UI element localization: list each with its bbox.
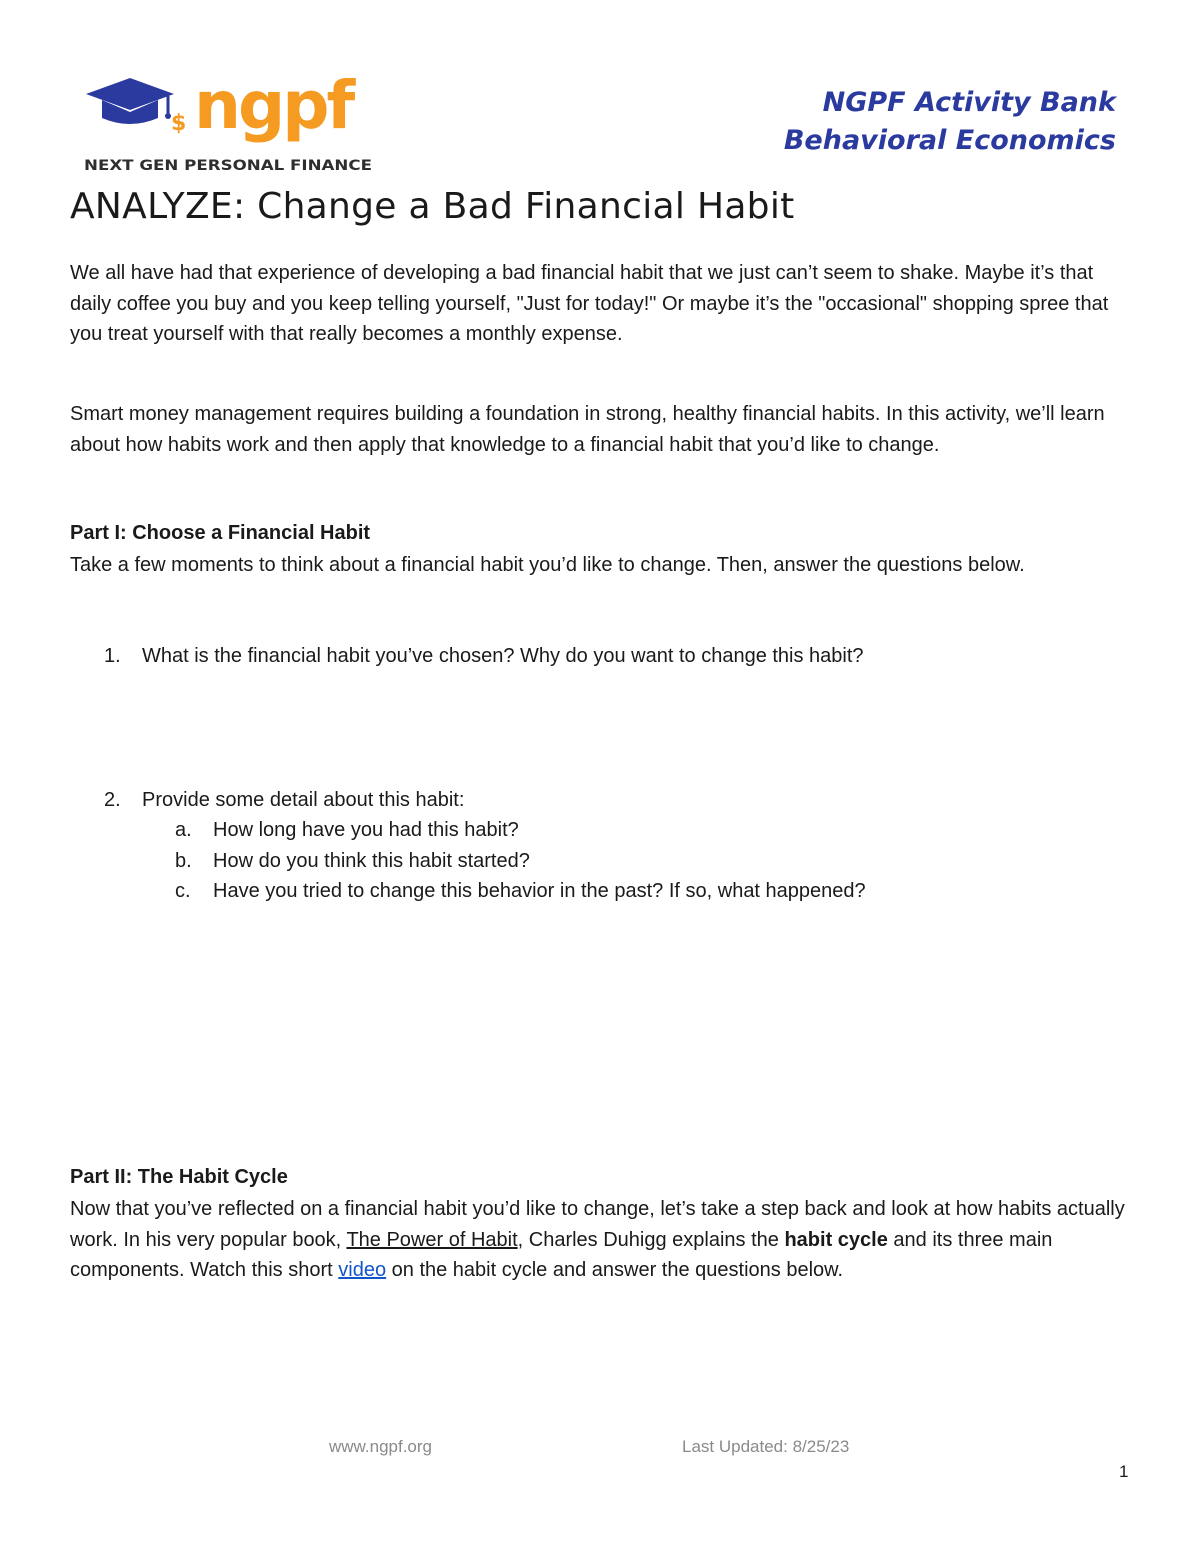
part-2-heading: Part II: The Habit Cycle [70,1166,288,1188]
habit-cycle-term: habit cycle [784,1228,888,1251]
part-1-heading: Part I: Choose a Financial Habit [70,522,371,544]
part-2-paragraph [70,1194,1135,1286]
book-title-link[interactable]: The Power of Habit [346,1228,518,1251]
sub-question-text: How long have you had this habit? [213,819,519,841]
activity-bank-header [784,84,1116,160]
part-2-text: , Charles Duhigg explains the [517,1228,785,1251]
sub-question-letter: c. [175,880,191,902]
sub-question-letter: b. [175,850,192,872]
sub-question-letter: a. [175,819,192,841]
footer-website: www.ngpf.org [329,1437,432,1456]
logo-tagline: NEXT GEN PERSONAL FINANCE [84,158,372,174]
footer-last-updated: Last Updated: 8/25/23 [682,1437,850,1456]
document-title: ANALYZE: Change a Bad Financial Habit [70,186,795,227]
part-1-intro: Take a few moments to think about a financial habit you’d like to change. Then, answer the questions below. [70,554,1025,576]
video-link[interactable]: video [338,1259,387,1281]
ngpf-logo [84,68,384,176]
part-2-text: and its three main components. Watch this short [70,1228,1053,1281]
graduation-cap-icon [86,78,174,124]
sub-question-text: How do you think this habit started? [213,850,530,872]
activity-bank-label: NGPF Activity Bank [822,87,1116,118]
question-text: Provide some detail about this habit: [142,789,465,811]
intro-paragraph-2: Smart money management requires building a foundation in strong, healthy financial habits. In this activity, we’ll learn about how habits work and then apply that knowledge to a financial habit that you’d like to change. [70,403,1105,456]
intro-paragraph-1: We all have had that experience of developing a bad financial habit that we just can’t seem to shake. Maybe it’s that daily coffee you buy and you keep telling yourself, "Just for today!" Or maybe it’s the "occasional" shopping spree that you treat yourself with that really becomes a monthly expense. [70,262,1109,345]
sub-question-text: Have you tried to change this behavior in the past? If so, what happened? [213,880,866,902]
part-2-text: on the habit cycle and answer the questions below. [386,1259,844,1281]
dollar-sign-glyph: $ [171,111,187,136]
question-number: 1. [104,645,121,667]
question-text: What is the financial habit you’ve chosen? Why do you want to change this habit? [142,645,864,667]
ngpf-wordmark: ngpf [194,68,353,144]
question-number: 2. [104,789,121,811]
topic-label: Behavioral Economics [783,125,1116,156]
page-number: 1 [1119,1462,1129,1481]
part-2-text: Now that you’ve reflected on a financial habit you’d like to change, let’s take a step back and look at how habits actually work. In his very popular book, [70,1198,1125,1251]
